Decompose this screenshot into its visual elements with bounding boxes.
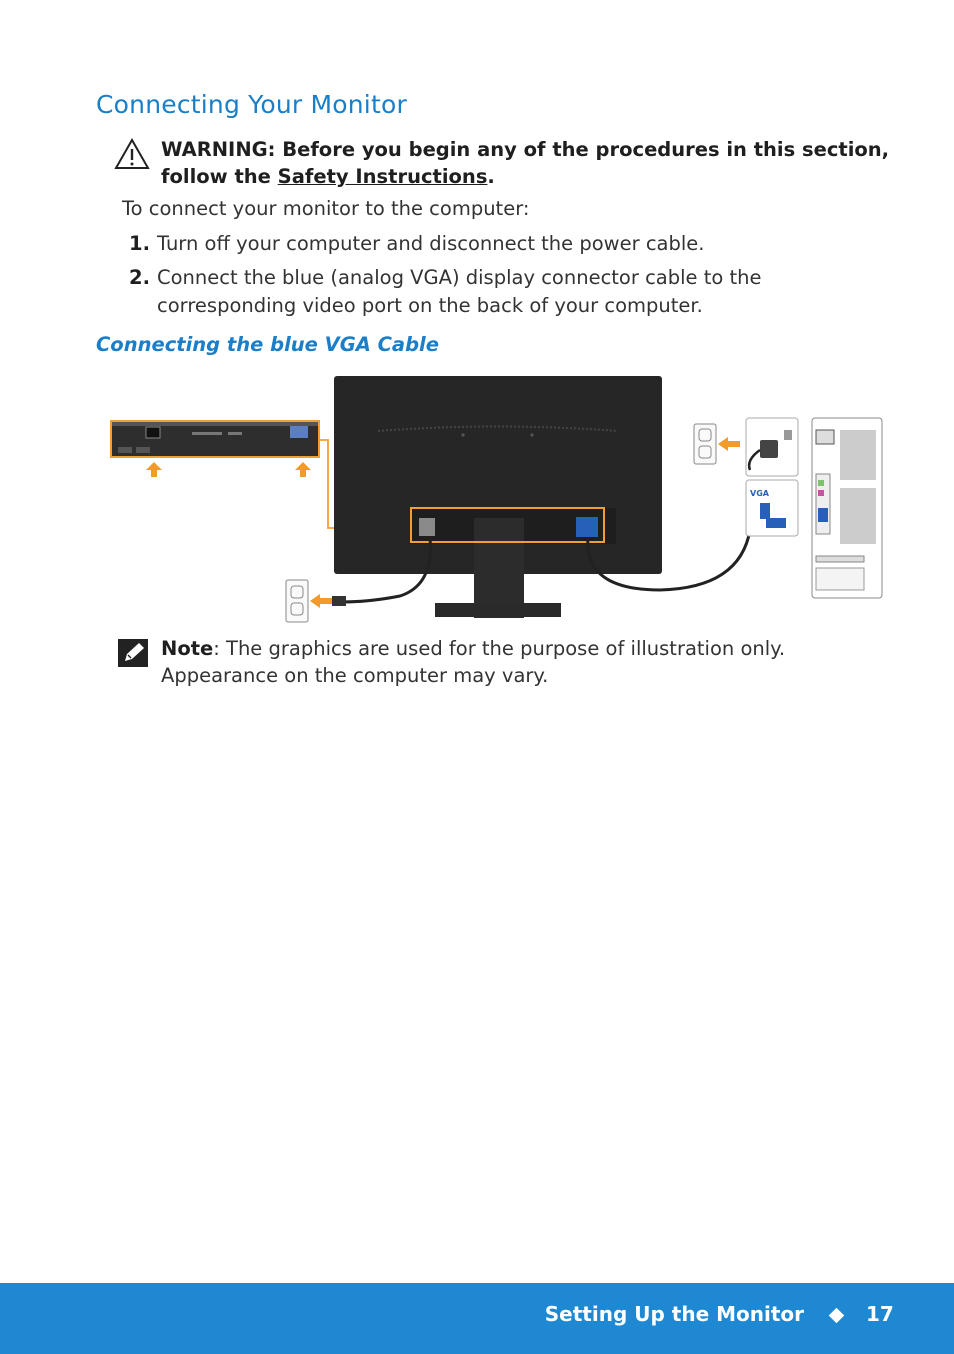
warning-text <box>161 136 894 190</box>
arrow-left-icon <box>718 437 740 451</box>
wall-outlet-right <box>694 424 716 464</box>
intro-text: To connect your monitor to the computer: <box>122 197 530 220</box>
diamond-icon <box>829 1308 845 1324</box>
warning-tail: . <box>487 165 495 188</box>
figure-caption: Connecting the blue VGA Cable <box>96 333 439 356</box>
note-label: Note <box>161 637 214 660</box>
arrow-left-icon <box>310 594 332 608</box>
arrow-up-icon <box>146 462 162 477</box>
wall-outlet-left <box>286 580 308 622</box>
arrow-up-icon <box>295 462 311 477</box>
page-title: Connecting Your Monitor <box>96 90 407 119</box>
vga-connection-illustration <box>100 370 890 628</box>
warning-callout <box>114 136 894 190</box>
list-item <box>122 264 882 320</box>
note-pencil-icon <box>118 639 148 667</box>
step-text: Connect the blue (analog VGA) display connector cable to the corresponding video port on the back of your computer. <box>157 266 762 317</box>
step-text: Turn off your computer and disconnect the power cable. <box>157 232 705 255</box>
list-item <box>122 230 882 258</box>
port-panel-zoom <box>111 421 319 457</box>
note-text <box>161 635 898 689</box>
pc-tower <box>812 418 882 598</box>
step-number: 1. <box>129 232 150 255</box>
page-number: 17 <box>866 1302 894 1326</box>
vga-port-inset <box>746 480 798 536</box>
step-list <box>122 230 882 326</box>
warning-lead: WARNING: Before you begin any of the procedures in this section, follow the <box>161 138 890 188</box>
step-number: 2. <box>129 266 150 289</box>
warning-icon <box>114 138 150 170</box>
page-footer <box>0 1283 954 1354</box>
footer-section-title: Setting Up the Monitor <box>544 1302 804 1326</box>
power-plug-inset <box>746 418 798 476</box>
note-body: : The graphics are used for the purpose of illustration only. Appearance on the computer may vary. <box>161 637 786 687</box>
safety-instructions-link[interactable]: Safety Instructions <box>277 165 488 188</box>
note-callout <box>118 635 898 689</box>
vga-port-label: VGA <box>750 489 769 498</box>
